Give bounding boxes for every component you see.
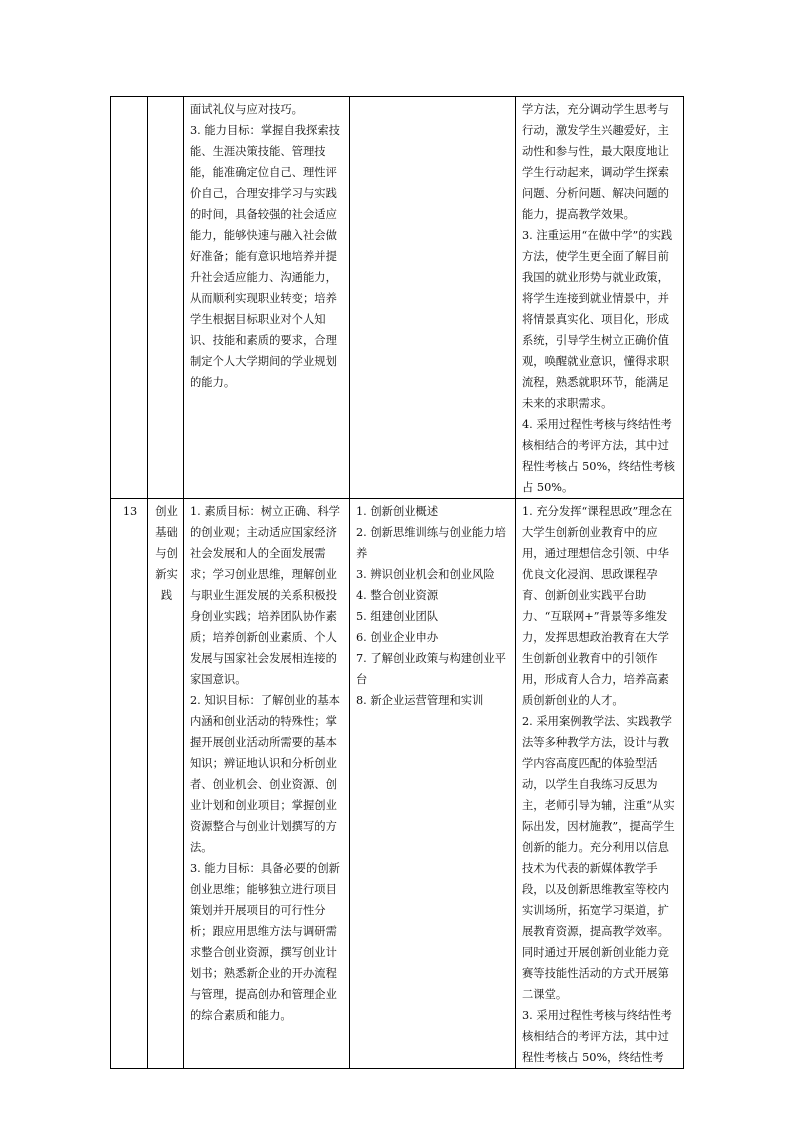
content-item: 3. 辨识创业机会和创业风险	[356, 568, 495, 581]
content-item: 7. 了解创业政策与构建创业平台	[356, 652, 506, 686]
content-item: 4. 整合创业资源	[356, 589, 439, 602]
objective-paragraph: 面试礼仪与应对技巧。	[190, 103, 303, 116]
contents-cell	[350, 499, 516, 1069]
content-item: 1. 创新创业概述	[356, 505, 439, 518]
table-row	[111, 499, 684, 1069]
requirement-paragraph: 学方法，充分调动学生思考与行动，激发学生兴趣爱好，主动性和参与性，最大限度地让学生行动起来，调动学生探索问题、分析问题、解决问题的能力，提高教学效果。	[522, 103, 669, 221]
objectives-cell	[184, 97, 350, 499]
requirement-paragraph: 1. 充分发挥“课程思政”理念在大学生创新创业教育中的应用，通过理想信念引领、中华优良文化浸润、思政课程孕育、创新创业实践平台助力、“互联网+”背景等多维发力，发挥思想政治教育在大学生创新创业教育中的引领作用，形成育人合力，培养高素质创新创业的人才。	[522, 505, 673, 707]
table-row	[111, 97, 684, 499]
objective-paragraph: 1. 素质目标：树立正确、科学的创业观；主动适应国家经济社会发展和人的全面发展需求；学习创业思维，理解创业与职业生涯发展的关系积极投身创业实践；培养团队协作素质；培养创新创业素质、个人发展与国家社会发展相连接的家国意识。	[190, 505, 340, 686]
row-number: 13	[111, 499, 148, 1069]
requirements-cell	[516, 97, 684, 499]
objective-paragraph: 3. 能力目标：掌握自我探索技能、生涯决策技能、管理技能，能准确定位自己、理性评价自己，合理安排学习与实践的时间，具备较强的社会适应能力，能够快速与融入社会做好准备；能有意识地培养并提升社会适应能力、沟通能力，从而顺利实现职业转变；培养学生根据目标职业对个人知识、技能和素质的要求，合理制定个人大学期间的学业规划的能力。	[190, 124, 340, 389]
contents-cell	[350, 97, 516, 499]
content-item: 2. 创新思维训练与创业能力培养	[356, 526, 506, 560]
content-item: 6. 创业企业申办	[356, 631, 439, 644]
content-item: 8. 新企业运营管理和实训	[356, 694, 484, 707]
content-item: 5. 组建创业团队	[356, 610, 439, 623]
requirement-paragraph: 2. 采用案例教学法、实践教学法等多种教学方法，设计与教学内容高度匹配的体验型活动，以学生自我练习反思为主，老师引导为辅，注重“从实际出发，因材施教”，提高学生创新的能力。充分利用以信息技术为代表的新媒体教学手段，以及创新思维教室等校内实训场所，拓宽学习渠道，扩展教育资源，提高教学效率。同时通过开展创新创业能力竞赛等技能性活动的方式开展第二课堂。	[522, 715, 675, 1001]
course-name	[148, 97, 184, 499]
objective-paragraph: 3. 能力目标：具备必要的创新创业思维；能够独立进行项目策划并开展项目的可行性分析；跟应用思维方法与调研需求整合创业资源，撰写创业计划书；熟悉新企业的开办流程与管理，提高创办和管理企业的综合素质和能力。	[190, 862, 340, 1022]
requirement-paragraph: 4. 采用过程性考核与终结性考核相结合的考评方法，其中过程性考核占 50%，终结性考核占 50%。	[522, 418, 675, 494]
requirements-cell	[516, 499, 684, 1069]
curriculum-table	[110, 96, 684, 1069]
course-name: 创业基础与创新实践	[148, 499, 184, 1069]
requirement-paragraph: 3. 采用过程性考核与终结性考核相结合的考评方法，其中过程性考核占 50%，终结性考	[522, 1009, 672, 1064]
requirement-paragraph: 3. 注重运用“在做中学”的实践方法，使学生更全面了解目前我国的就业形势与就业政策，将学生连接到就业情景中，并将情景真实化、项目化，形成系统，引导学生树立正确价值观，唤醒就业意识，懂得求职流程，熟悉就职环节，能满足未来的求职需求。	[522, 229, 673, 410]
objectives-cell	[184, 499, 350, 1069]
row-number	[111, 97, 148, 499]
objective-paragraph: 2. 知识目标：了解创业的基本内涵和创业活动的特殊性；掌握开展创业活动所需要的基本知识；辨证地认识和分析创业者、创业机会、创业资源、创业计划和创业项目；掌握创业资源整合与创业计划撰写的方法。	[190, 694, 340, 854]
